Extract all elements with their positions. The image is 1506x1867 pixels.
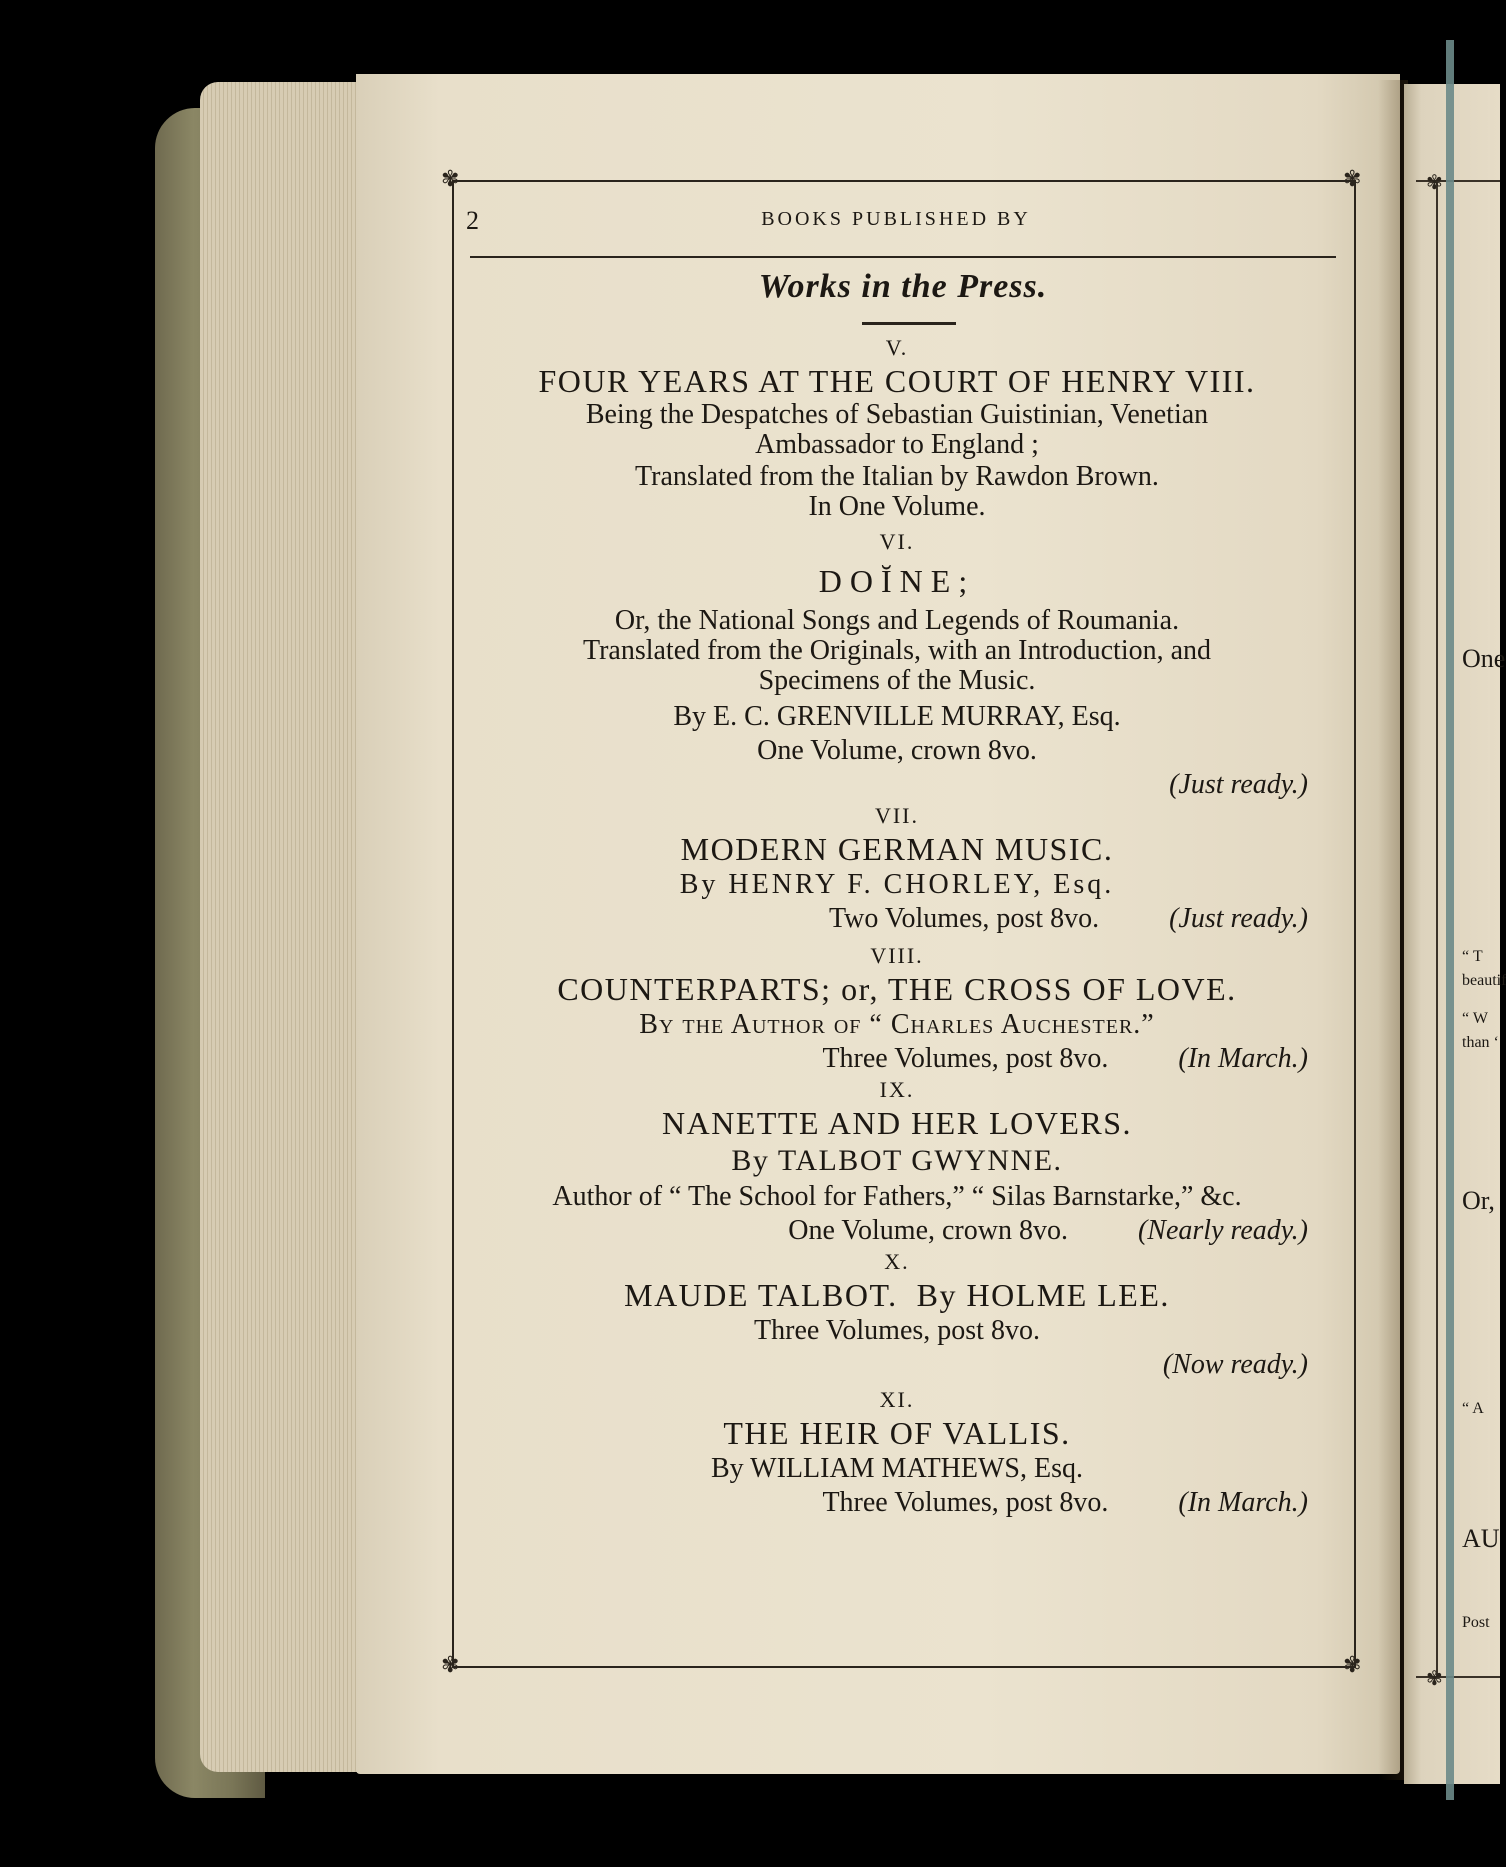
ornament-icon: ✾ (441, 166, 460, 191)
section-title: Works in the Press. (758, 268, 1048, 305)
entry-title: MAUDE TALBOT. By HOLME LEE. (624, 1277, 1170, 1313)
list-item (486, 528, 1308, 802)
list-item (486, 1248, 1308, 1382)
entry-line: By TALBOT GWYNNE. (731, 1144, 1063, 1177)
entry-line: By HENRY F. CHORLEY, Esq. (679, 869, 1115, 900)
entry-status-row (486, 902, 1308, 936)
entry-title: NANETTE AND HER LOVERS. (661, 1105, 1133, 1141)
page-edges (200, 82, 370, 1772)
entry-format: Two Volumes, post 8vo. (829, 903, 1100, 934)
facing-fragment: “ A (1462, 1400, 1484, 1417)
running-head (456, 198, 1336, 238)
ornament-icon: ✾ (441, 1652, 460, 1677)
entry-line: By WILLIAM MATHEWS, Esq. (710, 1453, 1083, 1484)
entry-status-row (486, 1214, 1308, 1248)
entry-title: MODERN GERMAN MUSIC. (680, 831, 1114, 867)
facing-fragment: “ T (1462, 948, 1483, 965)
entry-line: By the Author of “ Charles Auchester.” (639, 1009, 1155, 1040)
frame-right-rule (1354, 180, 1356, 1666)
facing-fragment: One (1462, 644, 1506, 673)
list-item (486, 1076, 1308, 1248)
ornament-icon: ✾ (1343, 1652, 1362, 1677)
list-item (486, 802, 1308, 936)
entry-line: In One Volume. (808, 491, 986, 522)
entry-line: One Volume, crown 8vo. (757, 735, 1037, 766)
page-number: 2 (466, 206, 479, 235)
entry-status: (In March.) (1178, 1487, 1308, 1518)
list-item (486, 1386, 1308, 1520)
entry-status: (Just ready.) (1169, 903, 1308, 934)
entry-title: DOĬNE; (818, 563, 976, 599)
facing-fragment: beautif (1462, 972, 1506, 989)
entry-title: COUNTERPARTS; or, THE CROSS OF LOVE. (557, 971, 1237, 1007)
frame-left-rule (452, 180, 454, 1666)
entry-status: (Now ready.) (1162, 1349, 1308, 1380)
entry-format: Three Volumes, post 8vo. (822, 1487, 1109, 1518)
facing-page-frame-rule (1436, 180, 1438, 1676)
list-item (486, 942, 1308, 1076)
entry-line: By E. C. GRENVILLE MURRAY, Esq. (673, 701, 1121, 732)
running-head-rule (470, 256, 1336, 258)
entry-line: Three Volumes, post 8vo. (754, 1315, 1040, 1346)
entry-numeral: V. (885, 335, 909, 360)
running-head-title: BOOKS PUBLISHED BY (761, 208, 1031, 230)
entries-list (486, 334, 1308, 1520)
entry-line: Or, the National Songs and Legends of Roumania. (614, 605, 1180, 636)
section-title-rule (862, 322, 956, 325)
entry-numeral: VI. (879, 529, 915, 554)
facing-fragment: than ‘ (1462, 1034, 1499, 1051)
facing-fragment: Or, (1462, 1186, 1495, 1215)
entry-line: Author of “ The School for Fathers,” “ Silas Barnstarke,” &c. (552, 1181, 1242, 1212)
entry-line: Being the Despatches of Sebastian Guistinian, Venetian (585, 399, 1209, 430)
entry-line: Specimens of the Music. (758, 665, 1036, 696)
entry-status: (In March.) (1178, 1043, 1308, 1074)
entry-line: Translated from the Italian by Rawdon Brown. (635, 461, 1159, 492)
entry-title: FOUR YEARS AT THE COURT OF HENRY VIII. (538, 363, 1256, 399)
entry-status: (Nearly ready.) (1137, 1215, 1308, 1246)
facing-fragment: Post (1462, 1614, 1490, 1631)
entry-format: One Volume, crown 8vo. (788, 1215, 1068, 1246)
bookmark-ribbon (1446, 40, 1454, 1800)
frame-bottom-rule (452, 1666, 1356, 1668)
list-item (486, 334, 1308, 522)
entry-title: THE HEIR OF VALLIS. (723, 1415, 1071, 1451)
entry-status-row (486, 768, 1308, 802)
facing-fragment: “ W (1462, 1010, 1488, 1027)
entry-numeral: VIII. (870, 943, 924, 968)
entry-status-row (486, 1042, 1308, 1076)
entry-numeral: X. (884, 1249, 910, 1274)
entry-numeral: VII. (874, 803, 920, 828)
entry-status-row (486, 1348, 1308, 1382)
entry-numeral: XI. (879, 1387, 915, 1412)
ornament-icon: ✾ (1426, 1668, 1443, 1690)
facing-fragment: AU (1462, 1524, 1500, 1553)
entry-line: Translated from the Originals, with an Introduction, and (582, 635, 1212, 666)
entry-numeral: IX. (879, 1077, 915, 1102)
entry-status: (Just ready.) (1169, 769, 1308, 800)
entry-status-row (486, 1486, 1308, 1520)
ornament-icon: ✾ (1343, 166, 1362, 191)
entry-format: Three Volumes, post 8vo. (822, 1043, 1109, 1074)
entry-line: Ambassador to England ; (755, 429, 1039, 460)
frame-top-rule (452, 180, 1356, 182)
ornament-icon: ✾ (1426, 172, 1443, 194)
